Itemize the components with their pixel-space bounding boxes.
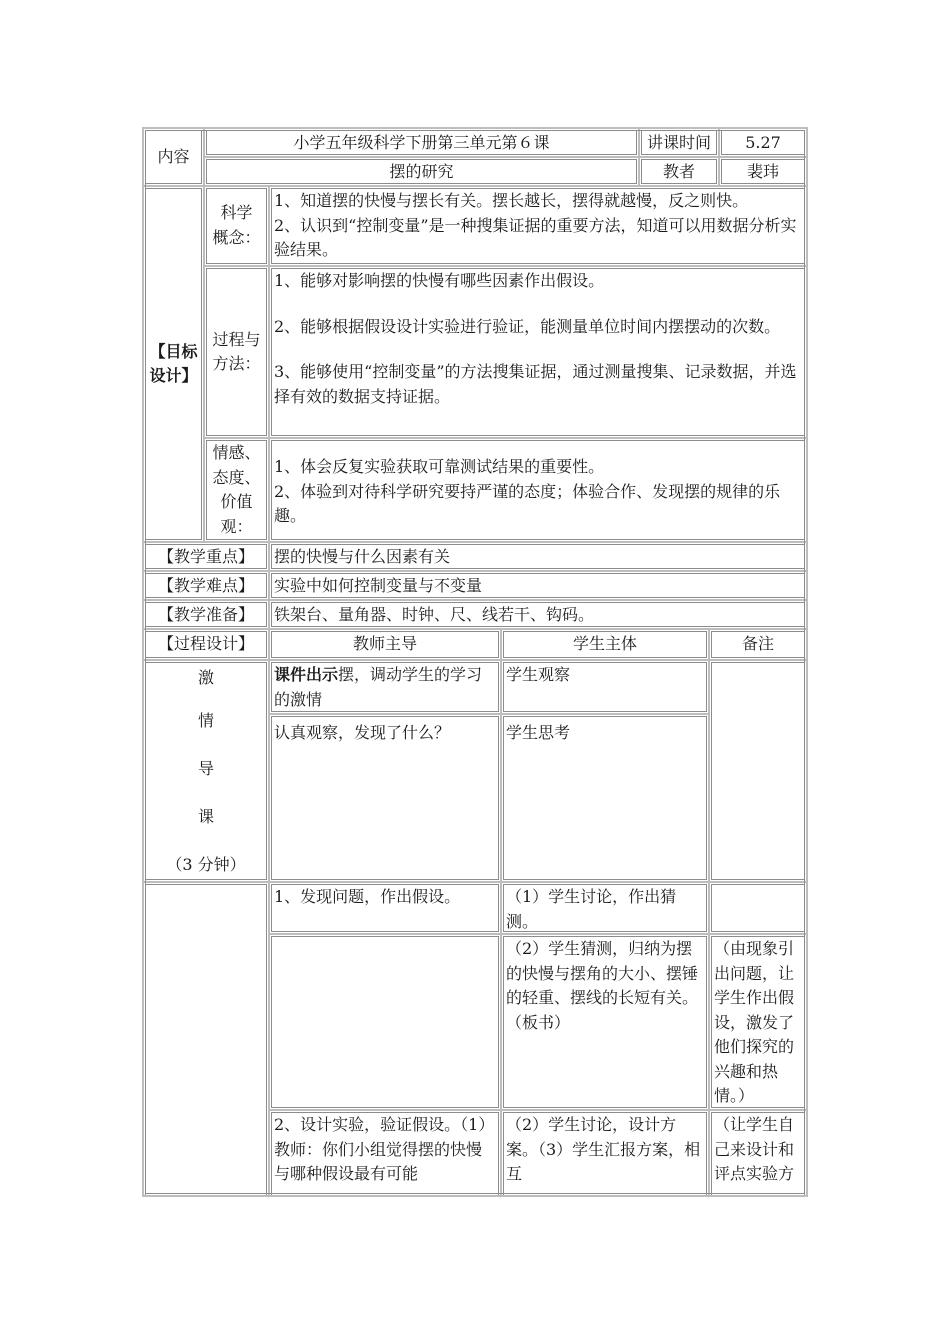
process-item-1: 1、能够对影响摆的快慢有哪些因素作出假设。 [274,271,605,290]
preparation-value: 铁架台、量角器、时钟、尺、线若干、钩码。 [274,605,595,624]
concept-content-cell [268,185,808,267]
stage2-row1-student-cell [500,881,710,935]
stage2-row1-student-text: （1）学生讨论，作出猜测。 [506,887,677,931]
lesson-plan-table [142,127,808,1197]
col-note-header [708,628,808,661]
attitude-label-2: 态度、 [212,467,261,487]
attitude-label-4: 观： [220,516,253,536]
col-student-header [500,628,710,661]
attitude-label-3: 价值 [220,492,253,511]
stage1-row1-student-text: 学生观察 [506,665,571,684]
content-label-cell [142,127,205,187]
process-design-label-cell [142,628,270,661]
attitude-item-2: 2、体验到对待科学研究要持严谨的态度；体验合作、发现摆的规律的乐趣。 [274,481,781,525]
col-teacher-header [268,628,502,661]
goals-label-line2: 设计】 [149,366,198,385]
goals-label-line1: 【目标 [149,341,198,361]
stage2-row3-teacher-text: 2、设计实验，验证假设。（1）教师：你们小组觉得摆的快慢与哪种假设最有可能 [274,1115,495,1183]
content-label: 内容 [157,146,190,166]
stage1-row2-student-cell [500,713,710,883]
goals-label-cell [142,185,205,543]
process-item-2: 2、能够根据假设设计实验进行验证，能测量单位时间内摆摆动的次数。 [274,316,781,336]
stage1-char-2: 情 [197,711,214,730]
teacher-label-cell [638,156,720,187]
time-label-cell [638,127,720,158]
difficulty-label-cell [142,570,270,601]
teacher-label: 教者 [662,162,695,181]
concept-item-2: 2、认识到“控制变量”是一种搜集证据的重要方法，知道可以用数据分析实验结果。 [274,215,797,259]
process-label-cell [203,265,270,439]
courseware-label: 课件出示 [274,665,339,684]
time-value-cell [718,127,808,158]
attitude-item-1: 1、体会反复实验获取可靠测试结果的重要性。 [274,457,605,476]
stage2-row3-note-text: （让学生自己来设计和评点实验方 [714,1115,795,1183]
process-content-cell [268,265,808,439]
process-item-3: 3、能够使用“控制变量”的方法搜集证据，通过测量搜集、记录数据，并选择有效的数据支持证据。 [274,362,797,406]
key-point-label-cell [142,541,270,572]
stage2-row2-student-cell [500,933,710,1111]
stage1-row1-teacher-cell [268,659,502,715]
process-design-label: 【过程设计】 [157,634,254,653]
stage1-char-4: 课 [197,807,214,826]
concept-label-1: 科学 [220,203,253,222]
stage2-row2-note-cell [708,933,808,1111]
difficulty-value-cell [268,570,808,601]
attitude-content-cell [268,437,808,543]
time-value: 5.27 [745,133,781,152]
difficulty-value: 实验中如何控制变量与不变量 [274,576,483,595]
stage2-row3-student-cell [500,1109,710,1197]
stage1-row2-student-text: 学生思考 [506,723,571,742]
lesson-title-cell [203,156,640,187]
time-label: 讲课时间 [646,133,711,152]
unit-title: 小学五年级科学下册第三单元第６课 [293,133,550,152]
stage2-row2-teacher-cell [268,933,502,1111]
stage2-label-cell [142,881,270,1197]
key-point-label: 【教学重点】 [157,547,254,566]
stage1-char-3: 导 [197,759,214,778]
process-label-2: 方法： [212,354,261,373]
unit-title-cell [203,127,640,158]
key-point-value-cell [268,541,808,572]
col-student-label: 学生主体 [572,634,637,653]
stage1-label-cell [142,659,270,883]
col-note-label: 备注 [741,634,774,653]
stage1-row2-teacher-text: 认真观察，发现了什么？ [274,723,451,742]
stage2-row1-note-cell [708,881,808,935]
attitude-label-cell [203,437,270,543]
stage1-row1-teacher-text: 摆，调动学生的学习的激情 [274,665,483,709]
stage2-row1-teacher-text: 1、发现问题，作出假设。 [274,887,461,906]
process-label-1: 过程与 [212,329,261,349]
stage1-duration: （3 分钟） [166,855,246,874]
stage1-row1-student-cell [500,659,710,715]
stage2-row3-student-text: （2）学生讨论，设计方案。（3）学生汇报方案，相互 [506,1115,701,1183]
attitude-label-1: 情感、 [212,443,261,462]
lesson-title: 摆的研究 [389,162,454,181]
stage1-note-cell [708,659,808,883]
preparation-label-cell [142,599,270,630]
key-point-value: 摆的快慢与什么因素有关 [274,547,451,566]
teacher-name-cell [718,156,808,187]
concept-label-cell [203,185,270,267]
stage2-row1-teacher-cell [268,881,502,935]
stage2-row2-note-text: （由现象引出问题，让学生作出假设，激发了他们探究的兴趣和热情。） [714,939,795,1105]
stage2-row3-note-cell [708,1109,808,1197]
stage1-row2-teacher-cell [268,713,502,883]
stage2-row2-student-text: （2）学生猜测，归纳为摆的快慢与摆角的大小、摆锤的轻重、摆线的长短有关。（板书） [506,939,699,1032]
concept-item-1: 1、知道摆的快慢与摆长有关。摆长越长，摆得就越慢，反之则快。 [274,191,749,210]
difficulty-label: 【教学难点】 [157,576,254,595]
preparation-value-cell [268,599,808,630]
col-teacher-label: 教师主导 [352,634,417,653]
concept-label-2: 概念： [212,227,261,247]
stage2-row3-teacher-cell [268,1109,502,1197]
stage1-char-1: 激 [197,668,214,687]
preparation-label: 【教学准备】 [157,605,254,624]
teacher-name: 裴玮 [746,162,779,181]
